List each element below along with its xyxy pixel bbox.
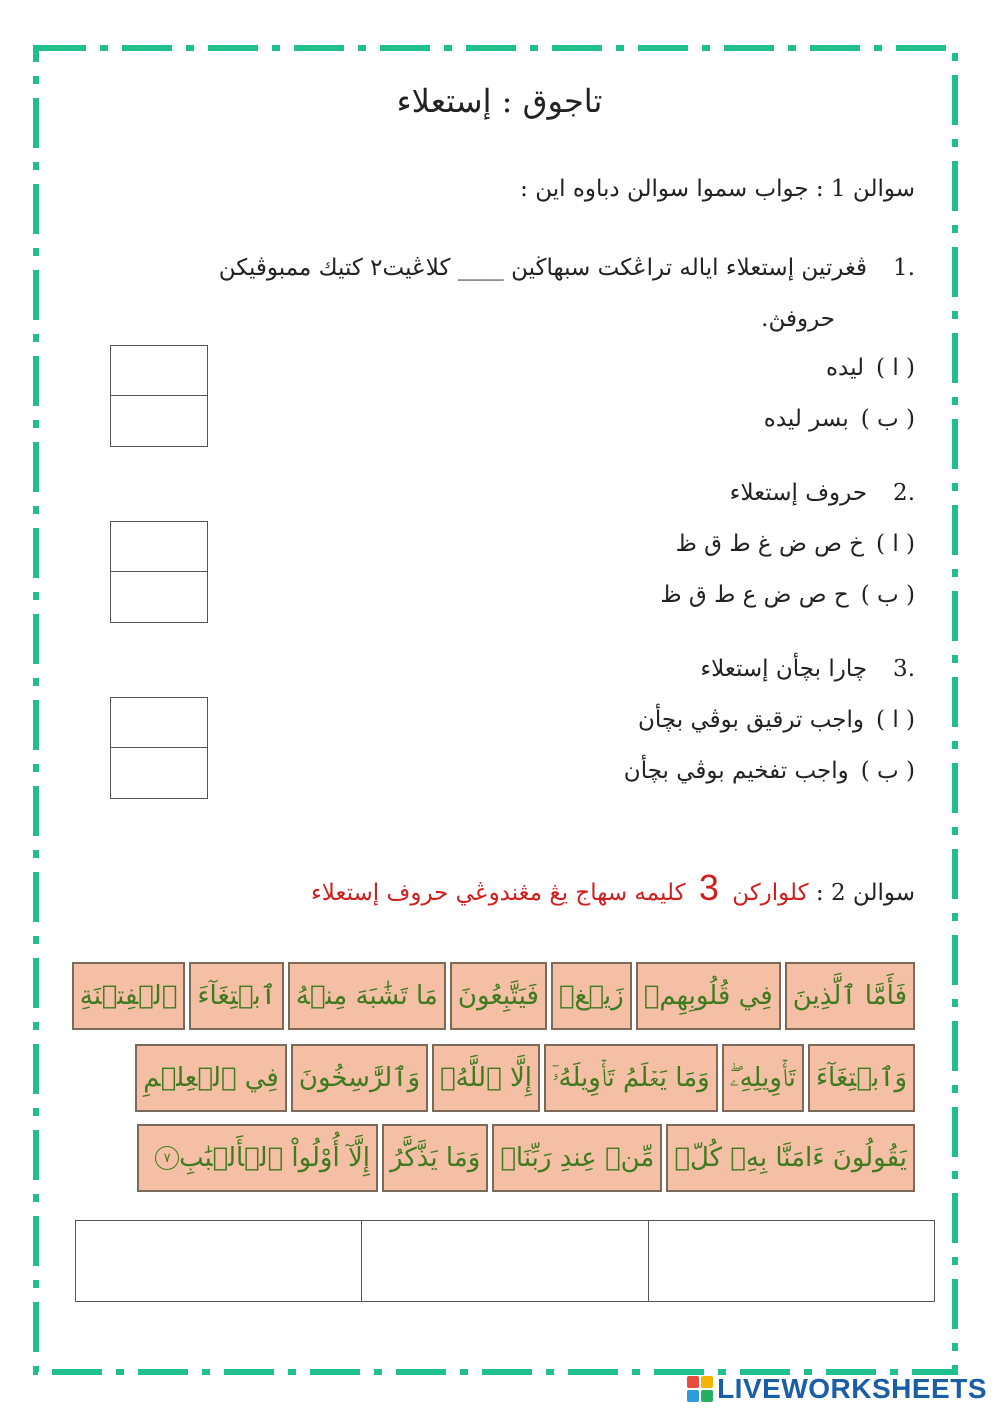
q1-item-1-option-a — [826, 355, 915, 383]
option-mark: ( ا ) — [876, 707, 915, 733]
question-2-instruction-b: كليمه سهاج يڠ مڠندوڠي حروف إستعلاء — [310, 880, 686, 906]
item-number: .1 — [893, 255, 915, 281]
q1-item-3 — [700, 656, 915, 684]
brand-text: LIVEWORKSHEETS — [717, 1373, 987, 1404]
answer-box-cell-a[interactable] — [111, 698, 207, 748]
option-text: ليده — [825, 355, 865, 381]
answer-cell-3[interactable] — [648, 1221, 934, 1301]
verse-row-3 — [137, 1124, 915, 1192]
option-text: ح ص ض ع ط ق ظ — [660, 582, 849, 608]
option-text: واجب ترقيق بوڤي بچأن — [637, 707, 865, 733]
item-number: .2 — [893, 480, 915, 506]
item-number: .3 — [893, 656, 915, 682]
verse-word[interactable]: فَأَمَّا ٱلَّذِينَ — [785, 962, 915, 1030]
item-text: ڤغرتين إستعلاء اياله تراڠكت سبهاڬين ____ كلاڠيت٢ كتيك ممبوڤيكن — [218, 255, 868, 281]
q1-item-2 — [730, 480, 915, 508]
verse-word-last[interactable] — [137, 1124, 378, 1192]
verse-word[interactable]: وَٱلرَّٰسِخُونَ — [291, 1044, 428, 1112]
q1-item-3-option-b — [624, 758, 915, 786]
verse-word[interactable]: زَيۡغٞ — [551, 962, 632, 1030]
answer-box-cell-a[interactable] — [111, 346, 207, 396]
q1-item-3-option-a — [638, 707, 915, 735]
question-2-label: سوالن 2 : — [815, 880, 915, 906]
brand-logo — [687, 1373, 987, 1405]
verse-word[interactable]: فِي ٱلۡعِلۡمِ — [135, 1044, 287, 1112]
q1-item-2-option-a — [676, 531, 915, 559]
option-mark: ( ا ) — [876, 355, 915, 381]
question-2-count: 3 — [698, 867, 719, 908]
verse-word[interactable]: يَقُولُونَ ءَامَنَّا بِهِۦ كُلّٞ — [666, 1124, 915, 1192]
verse-row-1 — [72, 962, 915, 1030]
option-text: خ ص ض غ ط ق ظ — [675, 531, 865, 557]
verse-word[interactable]: ٱلۡفِتۡنَةِ — [72, 962, 186, 1030]
option-mark: ( ا ) — [876, 531, 915, 557]
item-text: چارا بچأن إستعلاء — [700, 656, 868, 682]
answer-box-cell-b[interactable] — [111, 572, 207, 622]
verse-word[interactable]: وَمَا يَذَّكَّرُ — [382, 1124, 488, 1192]
verse-word[interactable]: تَأۡوِيلِهِۦۖ — [722, 1044, 804, 1112]
option-mark: ( ب ) — [860, 406, 915, 432]
verse-word[interactable]: إِلَّا ٱللَّهُۗ — [432, 1044, 540, 1112]
verse-word[interactable]: وَٱبۡتِغَآءَ — [808, 1044, 915, 1112]
verse-word-text: إِلَّآ أُوْلُواْ ٱلۡأَلۡبَٰبِ — [179, 1143, 371, 1173]
answer-box-cell-b[interactable] — [111, 396, 207, 446]
verse-row-2 — [135, 1044, 915, 1112]
liveworksheets-logo-icon — [687, 1376, 713, 1402]
answer-box-3 — [110, 697, 208, 799]
verse-word[interactable]: فِي قُلُوبِهِمۡ — [636, 962, 781, 1030]
item-text: حروف إستعلاء — [729, 480, 868, 506]
answer-box-cell-b[interactable] — [111, 748, 207, 798]
answer-box-2 — [110, 521, 208, 623]
q1-item-2-option-b — [660, 582, 915, 610]
verse-word[interactable]: فَيَتَّبِعُونَ — [450, 962, 547, 1030]
q1-item-1-option-b — [764, 406, 915, 434]
answer-cell-1[interactable] — [76, 1221, 361, 1301]
verse-word[interactable]: وَمَا يَعۡلَمُ تَأۡوِيلَهُۥٓ — [544, 1044, 718, 1112]
option-text: بسر ليده — [763, 406, 849, 432]
verse-word[interactable]: مِّنۡ عِندِ رَبِّنَاۗ — [492, 1124, 662, 1192]
answer-box-1 — [110, 345, 208, 447]
q1-item-1-cont: حروفڽ. — [761, 306, 835, 332]
question-2-instruction-a: كلواركن — [732, 880, 809, 906]
question-1-header: سوالن 1 : جواب سموا سوالن دباوه اين : — [520, 176, 915, 202]
answer-cell-2[interactable] — [361, 1221, 647, 1301]
verse-word[interactable]: مَا تَشَٰبَهَ مِنۡهُ — [288, 962, 446, 1030]
verse-word[interactable]: ٱبۡتِغَآءَ — [189, 962, 284, 1030]
ayah-number-icon: ٧ — [155, 1146, 179, 1170]
answer-box-cell-a[interactable] — [111, 522, 207, 572]
option-mark: ( ب ) — [860, 582, 915, 608]
question-2-header — [311, 866, 915, 909]
option-text: واجب تفخيم بوڤي بچأن — [623, 758, 849, 784]
page-title: تاجوق : إستعلاء — [396, 82, 603, 120]
option-mark: ( ب ) — [860, 758, 915, 784]
answer-table — [75, 1220, 935, 1302]
q1-item-1 — [219, 255, 915, 283]
